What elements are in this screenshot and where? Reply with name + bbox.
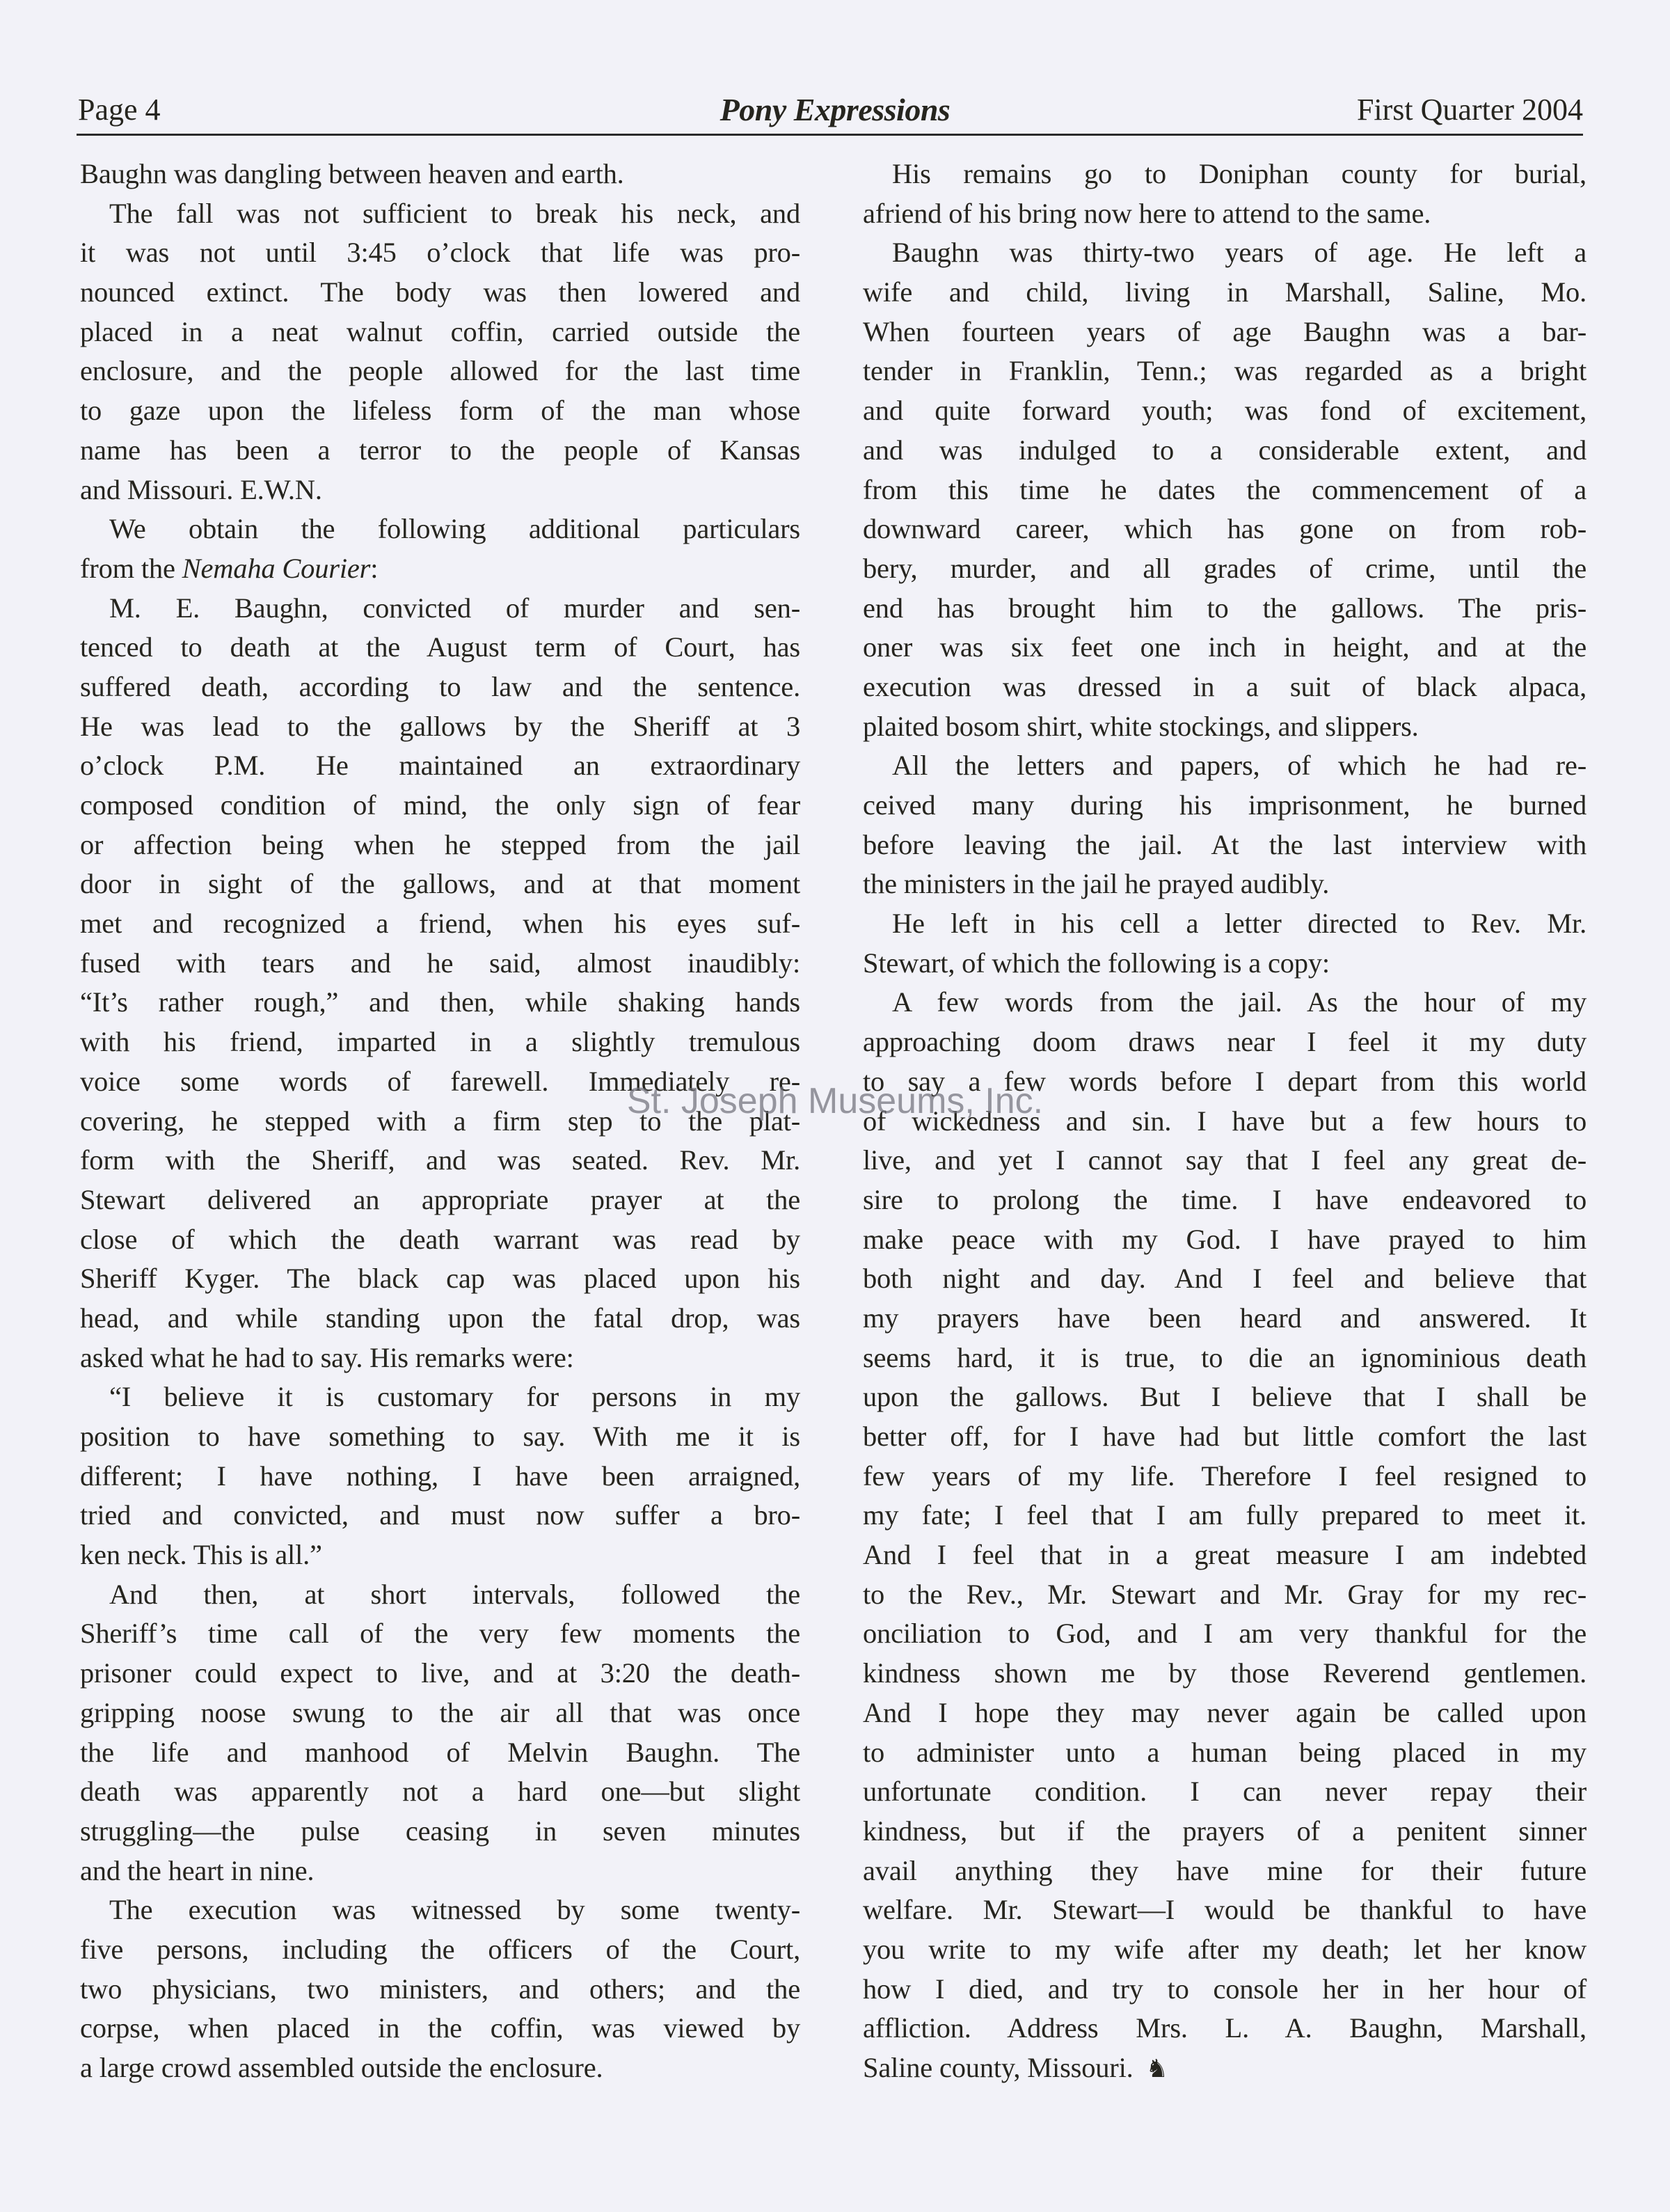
line-text: from this time he dates the commencement of a: [863, 473, 1586, 505]
paragraph: [863, 983, 1586, 2087]
text-line: [80, 313, 800, 352]
line-text: kindness, but if the prayers of a penitent sinner: [863, 1815, 1586, 1847]
line-text: the life and manhood of Melvin Baughn. The: [80, 1736, 800, 1768]
line-text: He left in his cell a letter directed to Rev. Mr.: [892, 908, 1586, 940]
line-text: from the: [80, 552, 182, 584]
line-text: sire to prolong the time. I have endeavored to: [863, 1183, 1586, 1215]
text-line: [80, 509, 800, 549]
text-line: [80, 1377, 800, 1417]
line-text: Stewart, of which the following is a copy:: [863, 947, 1330, 979]
line-text: asked what he had to say. His remarks were:: [80, 1341, 574, 1373]
line-text: And then, at short intervals, followed the: [109, 1578, 800, 1610]
line-text: it was not until 3:45 o’clock that life was pro-: [80, 237, 800, 269]
line-text: Sheriff’s time call of the very few moments the: [80, 1618, 800, 1650]
line-text: to gaze upon the lifeless form of the man whose: [80, 395, 800, 427]
text-line: [80, 786, 800, 825]
text-line: [863, 1417, 1586, 1457]
line-text: prisoner could expect to live, and at 3:20 the death-: [80, 1657, 800, 1689]
text-line: [863, 746, 1586, 786]
paragraph: [863, 155, 1586, 233]
line-text: my fate; I feel that I am fully prepared to meet it.: [863, 1499, 1586, 1531]
line-text: death was apparently not a hard one—but slight: [80, 1776, 800, 1808]
text-line: [80, 1299, 800, 1338]
line-text: of wickedness and sin. I have but a few hours to: [863, 1105, 1586, 1137]
text-line: [863, 351, 1586, 391]
text-line: [863, 1654, 1586, 1693]
line-text: struggling—the pulse ceasing in seven minutes: [80, 1815, 800, 1847]
line-text: enclosure, and the people allowed for the last time: [80, 355, 800, 387]
line-text: Saline county, Missouri.: [863, 2052, 1134, 2083]
text-line: [80, 944, 800, 983]
line-text: The fall was not sufficient to break his neck, and: [109, 197, 800, 229]
newsletter-title: Pony Expressions: [719, 92, 951, 127]
line-text: A few words from the jail. As the hour of my: [892, 986, 1586, 1018]
line-text: o’clock P.M. He maintained an extraordinary: [80, 750, 800, 782]
text-line: [863, 1022, 1586, 1062]
text-line: [80, 1930, 800, 1970]
line-text: name has been a terror to the people of Kansas: [80, 434, 800, 466]
text-line: [863, 1930, 1586, 1970]
line-text: tenced to death at the August term of Court, has: [80, 631, 800, 663]
text-line: [80, 628, 800, 667]
line-text: bery, murder, and all grades of crime, until the: [863, 552, 1586, 584]
line-text: and the heart in nine.: [80, 1854, 315, 1886]
paragraph: [80, 509, 800, 588]
text-line: [863, 628, 1586, 667]
text-line: [863, 983, 1586, 1022]
line-text: upon the gallows. But I believe that I shall be: [863, 1381, 1586, 1413]
text-line: [80, 1022, 800, 1062]
text-line: [863, 1377, 1586, 1417]
line-text: oner was six feet one inch in height, and at the: [863, 631, 1586, 663]
text-line: [80, 904, 800, 944]
text-line: [80, 667, 800, 707]
text-line: [863, 2009, 1586, 2048]
text-line: [80, 2009, 800, 2048]
line-text: five persons, including the officers of the Court,: [80, 1933, 800, 1965]
line-text: And I feel that in a great measure I am indebted: [863, 1539, 1586, 1571]
line-text: Sheriff Kyger. The black cap was placed upon his: [80, 1263, 800, 1295]
line-text: “I believe it is customary for persons in my: [109, 1381, 800, 1413]
line-text: fused with tears and he said, almost inaudibly:: [80, 947, 800, 979]
text-line: [80, 1259, 800, 1299]
text-line: [80, 1772, 800, 1812]
text-line: [863, 1299, 1586, 1338]
line-text: close of which the death warrant was read by: [80, 1223, 800, 1255]
line-text: unfortunate condition. I can never repay their: [863, 1776, 1586, 1808]
line-text: wife and child, living in Marshall, Saline, Mo.: [863, 276, 1586, 308]
line-text: few years of my life. Therefore I feel resigned to: [863, 1460, 1586, 1492]
line-text: two physicians, two ministers, and others; and the: [80, 1973, 800, 2005]
line-text: The execution was witnessed by some twenty-: [109, 1894, 800, 1926]
text-line: [80, 1496, 800, 1535]
line-text: placed in a neat walnut coffin, carried outside the: [80, 315, 800, 347]
text-line: [80, 825, 800, 865]
line-text: ken neck. This is all.”: [80, 1539, 322, 1571]
paragraph: [863, 904, 1586, 983]
line-text: afriend of his bring now here to attend to the same.: [863, 197, 1431, 229]
text-line: [863, 509, 1586, 549]
text-line: [80, 1812, 800, 1851]
paragraph: [80, 1377, 800, 1574]
line-text: form with the Sheriff, and was seated. Rev. Mr.: [80, 1144, 800, 1176]
text-line: [863, 233, 1586, 273]
line-text: head, and while standing upon the fatal drop, was: [80, 1302, 800, 1334]
text-line: [80, 351, 800, 391]
text-line: [863, 786, 1586, 825]
line-text: Baughn was dangling between heaven and earth.: [80, 158, 624, 189]
watermark: St. Joseph Museums, Inc.: [626, 1081, 1044, 1121]
text-line: [80, 549, 800, 589]
text-line: [863, 1259, 1586, 1299]
paragraph: [80, 1575, 800, 1891]
text-line: [863, 1338, 1586, 1378]
text-line: [80, 1970, 800, 2009]
line-text: gripping noose swung to the air all that was once: [80, 1696, 800, 1728]
line-text: to administer unto a human being placed in my: [863, 1736, 1586, 1768]
line-text: His remains go to Doniphan county for burial,: [892, 158, 1586, 189]
text-line: [80, 1180, 800, 1220]
text-line: [863, 273, 1586, 313]
text-line: [80, 1338, 800, 1378]
text-line: [80, 1141, 800, 1180]
line-text: And I hope they may never again be called upon: [863, 1696, 1586, 1728]
line-text: plaited bosom shirt, white stockings, and slippers.: [863, 710, 1419, 742]
line-text: before leaving the jail. At the last interview with: [863, 828, 1586, 860]
text-line: [80, 1535, 800, 1575]
text-line: [863, 904, 1586, 944]
text-line: [80, 1890, 800, 1930]
text-line: [80, 1851, 800, 1891]
header-rule: [77, 134, 1583, 136]
text-line: [863, 1180, 1586, 1220]
line-text: my prayers have been heard and answered. It: [863, 1302, 1586, 1334]
line-text: M. E. Baughn, convicted of murder and sen-: [109, 592, 800, 624]
text-line: [80, 194, 800, 234]
text-line: [80, 1614, 800, 1654]
line-text: door in sight of the gallows, and at that moment: [80, 868, 800, 900]
line-text: and was indulged to a considerable extent, and: [863, 434, 1586, 466]
line-text: All the letters and papers, of which he had re-: [892, 750, 1586, 782]
text-line: [80, 1457, 800, 1496]
line-text: met and recognized a friend, when his eyes suf-: [80, 908, 800, 940]
paragraph: [80, 155, 800, 194]
text-line: [863, 667, 1586, 707]
line-text: different; I have nothing, I have been arraigned,: [80, 1460, 800, 1492]
text-line: [863, 589, 1586, 629]
line-text: how I died, and try to console her in her hour of: [863, 1973, 1586, 2005]
text-line: [80, 746, 800, 786]
text-line: [863, 1890, 1586, 1930]
line-text: approaching doom draws near I feel it my duty: [863, 1026, 1586, 1058]
text-line: [863, 391, 1586, 431]
text-line: [863, 707, 1586, 747]
line-text: position to have something to say. With me it is: [80, 1421, 800, 1452]
text-line: [80, 471, 800, 510]
text-line: [80, 233, 800, 273]
text-line: [863, 1851, 1586, 1891]
line-text: When fourteen years of age Baughn was a bar-: [863, 315, 1586, 347]
text-line: [863, 1812, 1586, 1851]
line-text: to the Rev., Mr. Stewart and Mr. Gray for my rec-: [863, 1578, 1586, 1610]
text-line: [863, 1457, 1586, 1496]
issue-date: First Quarter 2004: [1356, 93, 1583, 127]
text-line: [863, 155, 1586, 194]
line-text: “It’s rather rough,” and then, while shaking hands: [80, 986, 800, 1018]
line-text: Baughn was thirty-two years of age. He left a: [892, 237, 1586, 269]
line-text: voice some words of farewell. Immediately re-: [80, 1065, 800, 1097]
line-text: ceived many during his imprisonment, he burned: [863, 789, 1586, 821]
line-text: nounced extinct. The body was then lowered and: [80, 276, 800, 308]
line-text: a large crowd assembled outside the enclosure.: [80, 2052, 603, 2083]
line-text: suffered death, according to law and the sentence.: [80, 670, 800, 702]
line-text: live, and yet I cannot say that I feel any great de-: [863, 1144, 1586, 1176]
line-text: you write to my wife after my death; let her know: [863, 1933, 1586, 1965]
line-text: end has brought him to the gallows. The pris-: [863, 592, 1586, 624]
text-line: [863, 1141, 1586, 1180]
text-line: [863, 1614, 1586, 1654]
text-line: [80, 273, 800, 313]
text-line: [863, 1693, 1586, 1733]
line-text: covering, he stepped with a firm step to the plat-: [80, 1105, 800, 1137]
line-text: better off, for I have had but little comfort the last: [863, 1421, 1586, 1452]
text-line: [80, 1417, 800, 1457]
line-text: welfare. Mr. Stewart—I would be thankful to have: [863, 1894, 1586, 1926]
text-line: [80, 155, 800, 194]
line-text: We obtain the following additional particulars: [109, 513, 800, 545]
text-line: [863, 313, 1586, 352]
text-line: [863, 944, 1586, 983]
text-line: [80, 707, 800, 747]
line-text: both night and day. And I feel and believe that: [863, 1263, 1586, 1295]
line-text: and Missouri. E.W.N.: [80, 473, 322, 505]
text-line: [80, 983, 800, 1022]
text-line: [863, 825, 1586, 865]
text-line: [80, 1733, 800, 1773]
line-text: execution was dressed in a suit of black alpaca,: [863, 670, 1586, 702]
line-text: kindness shown me by those Reverend gentlemen.: [863, 1657, 1586, 1689]
text-line: [863, 431, 1586, 471]
text-line: [80, 2048, 800, 2088]
text-line: [863, 1772, 1586, 1812]
text-line: [80, 391, 800, 431]
line-text: corpse, when placed in the coffin, was viewed by: [80, 2012, 800, 2044]
text-line: [80, 431, 800, 471]
line-text: He was lead to the gallows by the Sheriff at 3: [80, 710, 800, 742]
line-text: tried and convicted, and must now suffer a bro-: [80, 1499, 800, 1531]
text-line: [80, 1575, 800, 1615]
line-text: with his friend, imparted in a slightly tremulous: [80, 1026, 800, 1058]
publication-name: Nemaha Courier: [182, 552, 371, 584]
line-text: tender in Franklin, Tenn.; was regarded as a bright: [863, 355, 1586, 387]
text-line: [80, 864, 800, 904]
line-text: avail anything they have mine for their future: [863, 1854, 1586, 1886]
line-text: seems hard, it is true, to die an ignominious death: [863, 1341, 1586, 1373]
line-text: make peace with my God. I have prayed to him: [863, 1223, 1586, 1255]
text-line: [80, 589, 800, 629]
text-line: [863, 1535, 1586, 1575]
text-line: [863, 1220, 1586, 1260]
text-line: [863, 2048, 1586, 2088]
text-line: [863, 1733, 1586, 1773]
text-line: [863, 1575, 1586, 1615]
paragraph: [863, 233, 1586, 746]
line-text: or affection being when he stepped from the jail: [80, 828, 800, 860]
text-line: [863, 1970, 1586, 2009]
line-text: onciliation to God, and I am very thankful for the: [863, 1618, 1586, 1650]
text-line: [80, 1654, 800, 1693]
paragraph: [863, 746, 1586, 904]
text-line: [863, 864, 1586, 904]
line-text: Stewart delivered an appropriate prayer at the: [80, 1183, 800, 1215]
text-line: [863, 471, 1586, 510]
text-line: [863, 1496, 1586, 1535]
text-line: [863, 549, 1586, 589]
text-line: [80, 1693, 800, 1733]
line-text: affliction. Address Mrs. L. A. Baughn, Marshall,: [863, 2012, 1586, 2044]
line-text: downward career, which has gone on from rob-: [863, 513, 1586, 545]
line-text: to say a few words before I depart from this world: [863, 1065, 1586, 1097]
horse-rider-icon: ♞: [1145, 2055, 1168, 2083]
line-text: and quite forward youth; was fond of excitement,: [863, 395, 1586, 427]
line-text: the ministers in the jail he prayed audibly.: [863, 868, 1330, 900]
text-line: [863, 194, 1586, 234]
paragraph: [80, 1890, 800, 2087]
paragraph: [80, 194, 800, 510]
paragraph: [80, 589, 800, 1378]
line-text: :: [370, 552, 379, 584]
page-number: Page 4: [78, 93, 161, 127]
line-text: composed condition of mind, the only sign of fear: [80, 789, 800, 821]
text-line: [80, 1220, 800, 1260]
